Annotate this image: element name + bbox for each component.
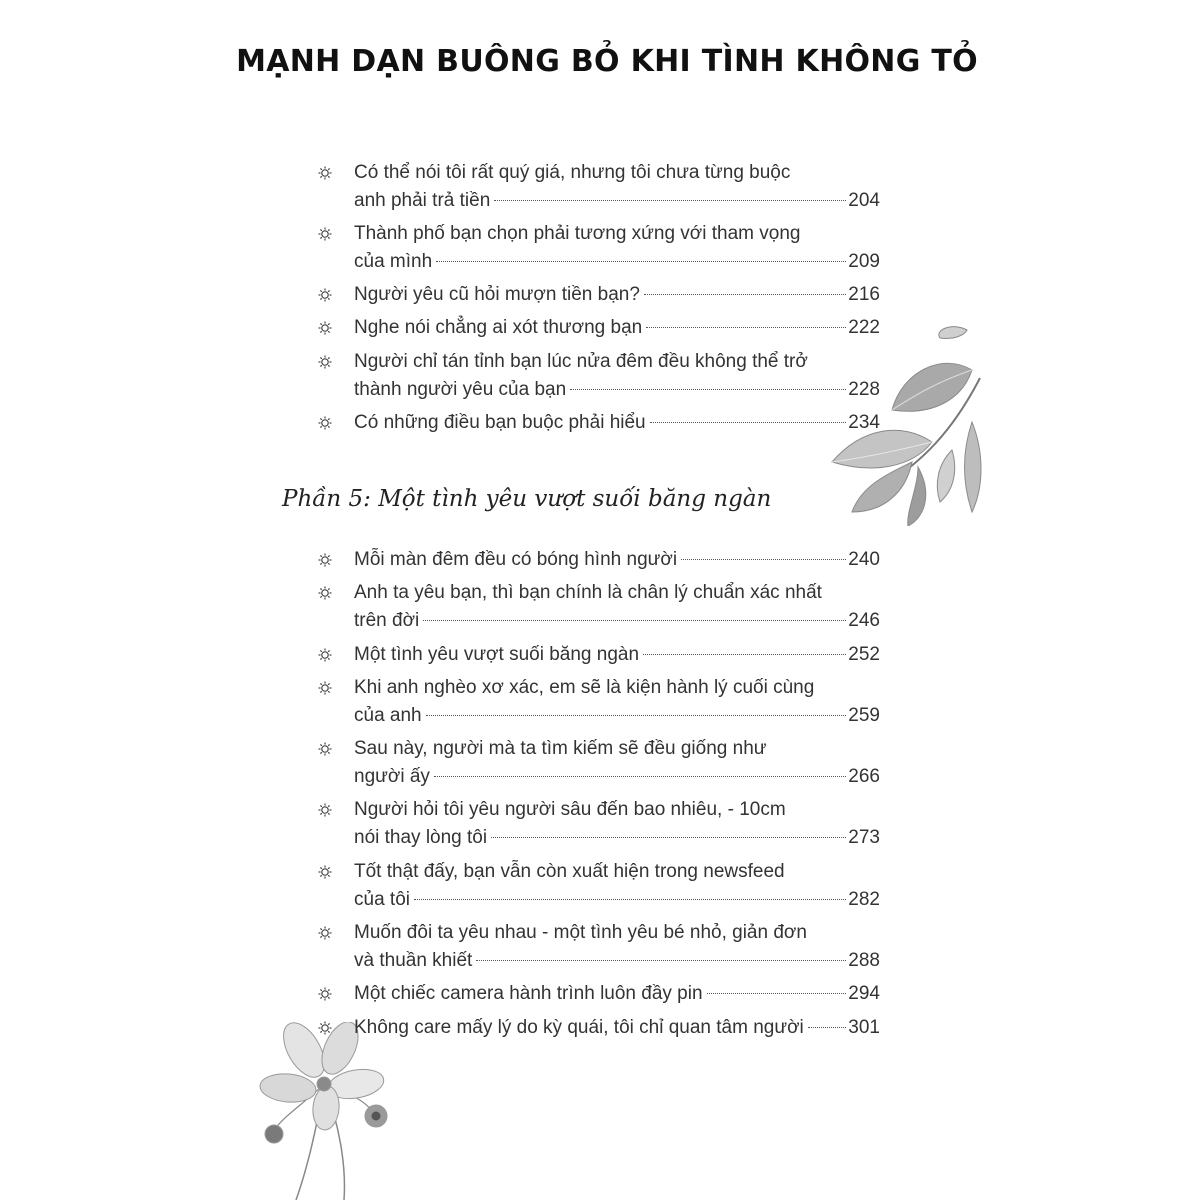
- page-number: 301: [848, 1017, 880, 1038]
- book-title: MẠNH DẠN BUÔNG BỎ KHI TÌNH KHÔNG TỎ: [236, 44, 978, 79]
- dot-leader: [808, 1027, 847, 1028]
- dot-leader: [423, 620, 846, 621]
- dot-leader: [646, 327, 846, 328]
- sun-bullet-icon: [318, 865, 332, 879]
- sun-bullet-icon: [318, 321, 332, 335]
- toc-entry-title: và thuần khiết: [354, 950, 473, 971]
- dot-leader: [414, 899, 846, 900]
- sun-bullet-icon: [318, 926, 332, 940]
- page-number: 259: [848, 705, 880, 726]
- dot-leader: [570, 389, 846, 390]
- page-number: 204: [848, 190, 880, 211]
- toc-entry-title: Người yêu cũ hỏi mượn tiền bạn?: [354, 284, 640, 305]
- toc-entry[interactable]: [318, 281, 880, 309]
- toc-entry[interactable]: [318, 919, 880, 975]
- toc-entry-title: Không care mấy lý do kỳ quái, tôi chỉ quan tâm người: [354, 1017, 804, 1038]
- page-number: 216: [848, 284, 880, 305]
- toc-entry-title: Thành phố bạn chọn phải tương xứng với tham vọng: [354, 223, 801, 244]
- toc-entry[interactable]: [318, 641, 880, 669]
- page-number: 228: [848, 379, 880, 400]
- toc-entry-title: Sau này, người mà ta tìm kiếm sẽ đều giống như: [354, 738, 767, 759]
- toc-entry[interactable]: [318, 674, 880, 730]
- toc-entry-title: Người hỏi tôi yêu người sâu đến bao nhiêu, - 10cm: [354, 799, 786, 820]
- page-number: 282: [848, 889, 880, 910]
- dot-leader: [681, 559, 846, 560]
- toc-entry[interactable]: [318, 220, 880, 276]
- dot-leader: [644, 294, 846, 295]
- dot-leader: [436, 261, 846, 262]
- toc-entry-title: Muốn đôi ta yêu nhau - một tình yêu bé nhỏ, giản đơn: [354, 922, 807, 943]
- page-number: 294: [848, 983, 880, 1004]
- toc-entry-title: Tốt thật đấy, bạn vẫn còn xuất hiện trong newsfeed: [354, 861, 785, 882]
- toc-entry[interactable]: [318, 579, 880, 635]
- dot-leader: [426, 715, 847, 716]
- toc-entry-title: Một tình yêu vượt suối băng ngàn: [354, 644, 640, 665]
- toc-entry-title: Có thể nói tôi rất quý giá, nhưng tôi chưa từng buộc: [354, 162, 791, 183]
- toc-entry-title: Khi anh nghèo xơ xác, em sẽ là kiện hành lý cuối cùng: [354, 677, 815, 698]
- sun-bullet-icon: [318, 166, 332, 180]
- toc-entry[interactable]: [318, 348, 880, 404]
- toc-entry-title: Anh ta yêu bạn, thì bạn chính là chân lý chuẩn xác nhất: [354, 582, 822, 603]
- page-number: 222: [848, 317, 880, 338]
- page-number: 246: [848, 610, 880, 631]
- toc-entry-title: của anh: [354, 705, 422, 726]
- page-number: 252: [848, 644, 880, 665]
- toc-entry[interactable]: [318, 980, 880, 1008]
- dot-leader: [650, 422, 847, 423]
- toc-entry-title: Người chỉ tán tỉnh bạn lúc nửa đêm đều không thể trở: [354, 351, 808, 372]
- toc-entry-title: Một chiếc camera hành trình luôn đầy pin: [354, 983, 703, 1004]
- toc-entry[interactable]: [318, 735, 880, 791]
- dot-leader: [491, 837, 846, 838]
- sun-bullet-icon: [318, 681, 332, 695]
- sun-bullet-icon: [318, 288, 332, 302]
- dot-leader: [476, 960, 846, 961]
- toc-entry-title: của mình: [354, 251, 433, 272]
- page-number: 209: [848, 251, 880, 272]
- toc-entry-title: thành người yêu của bạn: [354, 379, 567, 400]
- sun-bullet-icon: [318, 987, 332, 1001]
- toc-entry-title: Nghe nói chẳng ai xót thương bạn: [354, 317, 643, 338]
- page-number: 240: [848, 549, 880, 570]
- page-number: 266: [848, 766, 880, 787]
- toc-entry[interactable]: [318, 546, 880, 574]
- sun-bullet-icon: [318, 1021, 332, 1035]
- toc-entry-title: của tôi: [354, 889, 410, 910]
- dot-leader: [494, 200, 846, 201]
- toc-entry-title: anh phải trả tiền: [354, 190, 491, 211]
- toc-entry-title: trên đời: [354, 610, 420, 631]
- toc-entry-title: Có những điều bạn buộc phải hiểu: [354, 412, 646, 433]
- page-number: 288: [848, 950, 880, 971]
- dot-leader: [707, 993, 847, 994]
- toc-entry-title: Mỗi màn đêm đều có bóng hình người: [354, 549, 678, 570]
- sun-bullet-icon: [318, 648, 332, 662]
- toc-entry-title: người ấy: [354, 766, 430, 787]
- sun-bullet-icon: [318, 553, 332, 567]
- sun-bullet-icon: [318, 355, 332, 369]
- toc-entry[interactable]: [318, 1014, 880, 1042]
- toc-entry[interactable]: [318, 314, 880, 342]
- page-number: 234: [848, 412, 880, 433]
- page-number: 273: [848, 827, 880, 848]
- sun-bullet-icon: [318, 742, 332, 756]
- toc-entry[interactable]: [318, 409, 880, 437]
- sun-bullet-icon: [318, 803, 332, 817]
- part-heading: Phần 5: Một tình yêu vượt suối băng ngàn: [282, 486, 772, 512]
- toc-entry[interactable]: [318, 858, 880, 914]
- dot-leader: [643, 654, 846, 655]
- toc-entry[interactable]: [318, 796, 880, 852]
- dot-leader: [434, 776, 846, 777]
- toc-entry-title: nói thay lòng tôi: [354, 827, 488, 848]
- sun-bullet-icon: [318, 416, 332, 430]
- sun-bullet-icon: [318, 227, 332, 241]
- toc-entry[interactable]: [318, 159, 880, 215]
- sun-bullet-icon: [318, 586, 332, 600]
